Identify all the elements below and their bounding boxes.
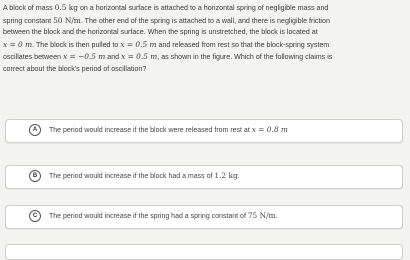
question-line-1: A block of mass 0.5 kg on a horizontal surface is attached to a horizontal spring of negligible mass and bbox=[3, 3, 329, 12]
positive-amplitude: x = 0.5 m bbox=[121, 52, 158, 62]
choice-letter-a: A bbox=[29, 124, 41, 136]
choice-text-c: The period would increase if the spring had a spring constant of 75 N/m. bbox=[49, 211, 278, 220]
answer-choice-c[interactable] bbox=[5, 205, 403, 229]
choice-letter-b: B bbox=[29, 170, 41, 182]
question-line-3: between the block and the horizontal surface. When the spring is unstretched, the block is located at bbox=[3, 28, 318, 37]
question-text bbox=[3, 2, 407, 76]
negative-amplitude: x = −0.5 m bbox=[62, 52, 106, 62]
question-line-5: oscillates between x = −0.5 m and x = 0.5 m, as shown in the figure. Which of the following claims is bbox=[3, 52, 333, 62]
choice-letter-c: C bbox=[29, 210, 41, 222]
question-line-4: x = 0 m. The block is then pulled to x = 0.5 m and released from rest so that the block-spring system bbox=[3, 39, 330, 49]
pull-position: x = 0.5 m bbox=[120, 39, 157, 49]
equilibrium-position: x = 0 m bbox=[3, 39, 33, 49]
question-line-2: spring constant 50 N/m. The other end of the spring is attached to a wall, and there is negligible friction bbox=[3, 15, 330, 25]
answer-choice-d[interactable] bbox=[5, 244, 403, 260]
answer-choice-b[interactable] bbox=[5, 165, 403, 189]
spring-constant-value: 50 N/m bbox=[53, 15, 81, 25]
answer-choice-a[interactable] bbox=[5, 119, 403, 143]
choice-text-a: The period would increase if the block were released from rest at x = 0.8 m bbox=[49, 125, 288, 134]
question-line-6: correct about the block's period of oscillation? bbox=[3, 64, 147, 73]
choice-text-b: The period would increase if the block had a mass of 1.2 kg. bbox=[49, 171, 240, 180]
mass-value: 0.5 kg bbox=[54, 3, 78, 12]
